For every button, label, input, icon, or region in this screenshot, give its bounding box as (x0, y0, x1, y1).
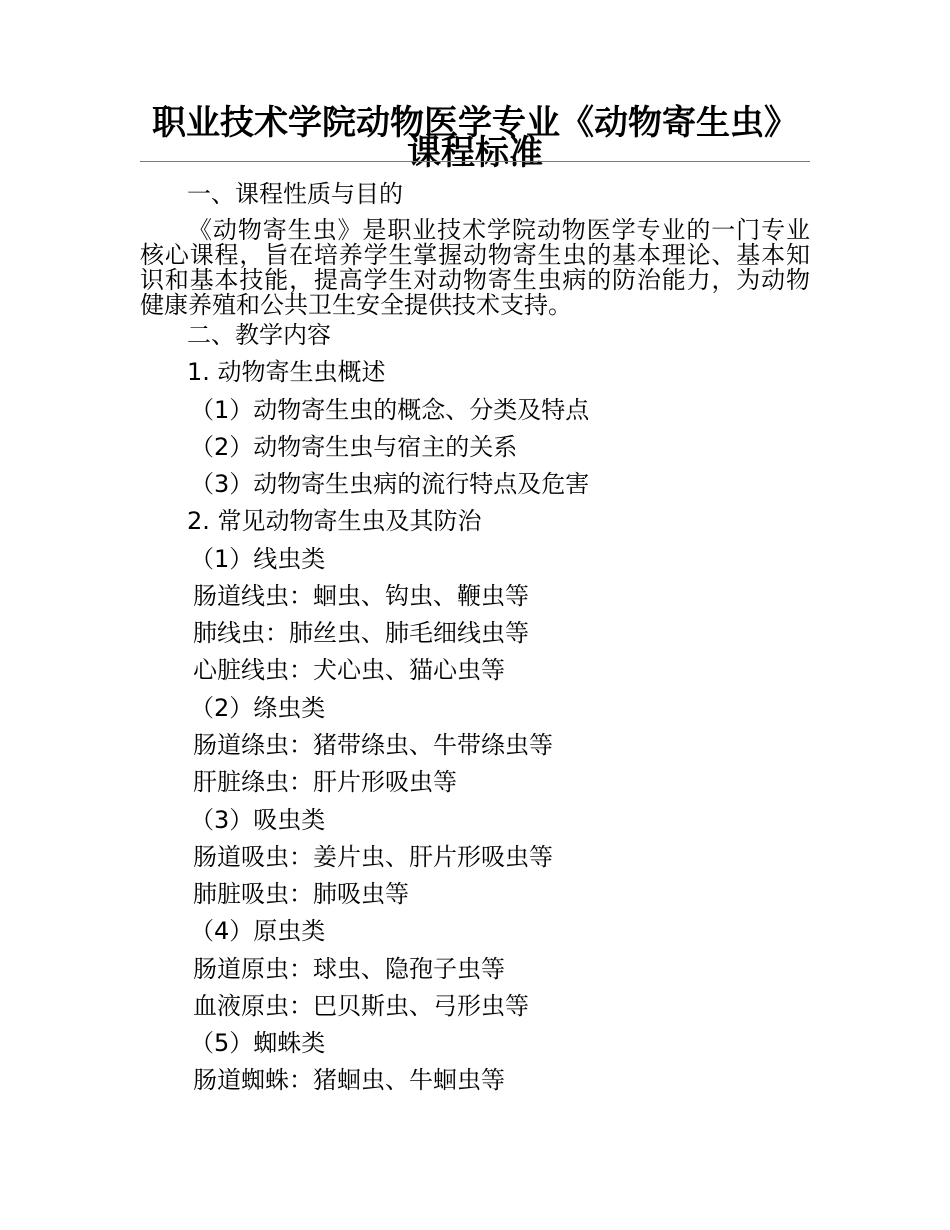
list-item: 血液原虫：巴贝斯虫、弓形虫等 (193, 992, 529, 1020)
title-underline (140, 161, 810, 162)
list-item: 肠道蜘蛛：猪蛔虫、牛蛔虫等 (193, 1066, 505, 1094)
list-item: 肠道绦虫：猪带绦虫、牛带绦虫等 (193, 731, 553, 759)
subsection-heading-common-parasites: 2. 常见动物寄生虫及其防治 (187, 507, 482, 535)
list-item: 肝脏绦虫：肝片形吸虫等 (193, 768, 457, 796)
category-heading: （1）线虫类 (190, 545, 326, 573)
category-heading: （4）原虫类 (190, 917, 326, 945)
category-heading: （3）吸虫类 (190, 806, 326, 834)
section-heading-content: 二、教学内容 (187, 321, 331, 349)
list-item: 肠道线虫：蛔虫、钩虫、鞭虫等 (193, 582, 529, 610)
section-heading-purpose: 一、课程性质与目的 (187, 180, 403, 208)
list-item: 肠道吸虫：姜片虫、肝片形吸虫等 (193, 843, 553, 871)
subsection-heading-overview: 1. 动物寄生虫概述 (187, 358, 386, 386)
list-item: 肺脏吸虫：肺吸虫等 (193, 880, 409, 908)
list-item: （3）动物寄生虫病的流行特点及危害 (190, 470, 590, 498)
list-item: 肠道原虫：球虫、隐孢子虫等 (193, 955, 505, 983)
category-heading: （2）绦虫类 (190, 694, 326, 722)
course-description-paragraph: 《动物寄生虫》是职业技术学院动物医学专业的一门专业核心课程，旨在培养学生掌握动物寄生虫的基本理论、基本知识和基本技能，提高学生对动物寄生虫病的防治能力，为动物健康养殖和公共卫生安全提供技术支持。 (140, 216, 810, 319)
category-heading: （5）蜘蛛类 (190, 1029, 326, 1057)
list-item: 肺线虫：肺丝虫、肺毛细线虫等 (193, 619, 529, 647)
list-item: （2）动物寄生虫与宿主的关系 (190, 433, 518, 461)
list-item: （1）动物寄生虫的概念、分类及特点 (190, 396, 590, 424)
document-title: 职业技术学院动物医学专业《动物寄生虫》课程标准 (152, 103, 798, 173)
list-item: 心脏线虫：犬心虫、猫心虫等 (193, 656, 505, 684)
